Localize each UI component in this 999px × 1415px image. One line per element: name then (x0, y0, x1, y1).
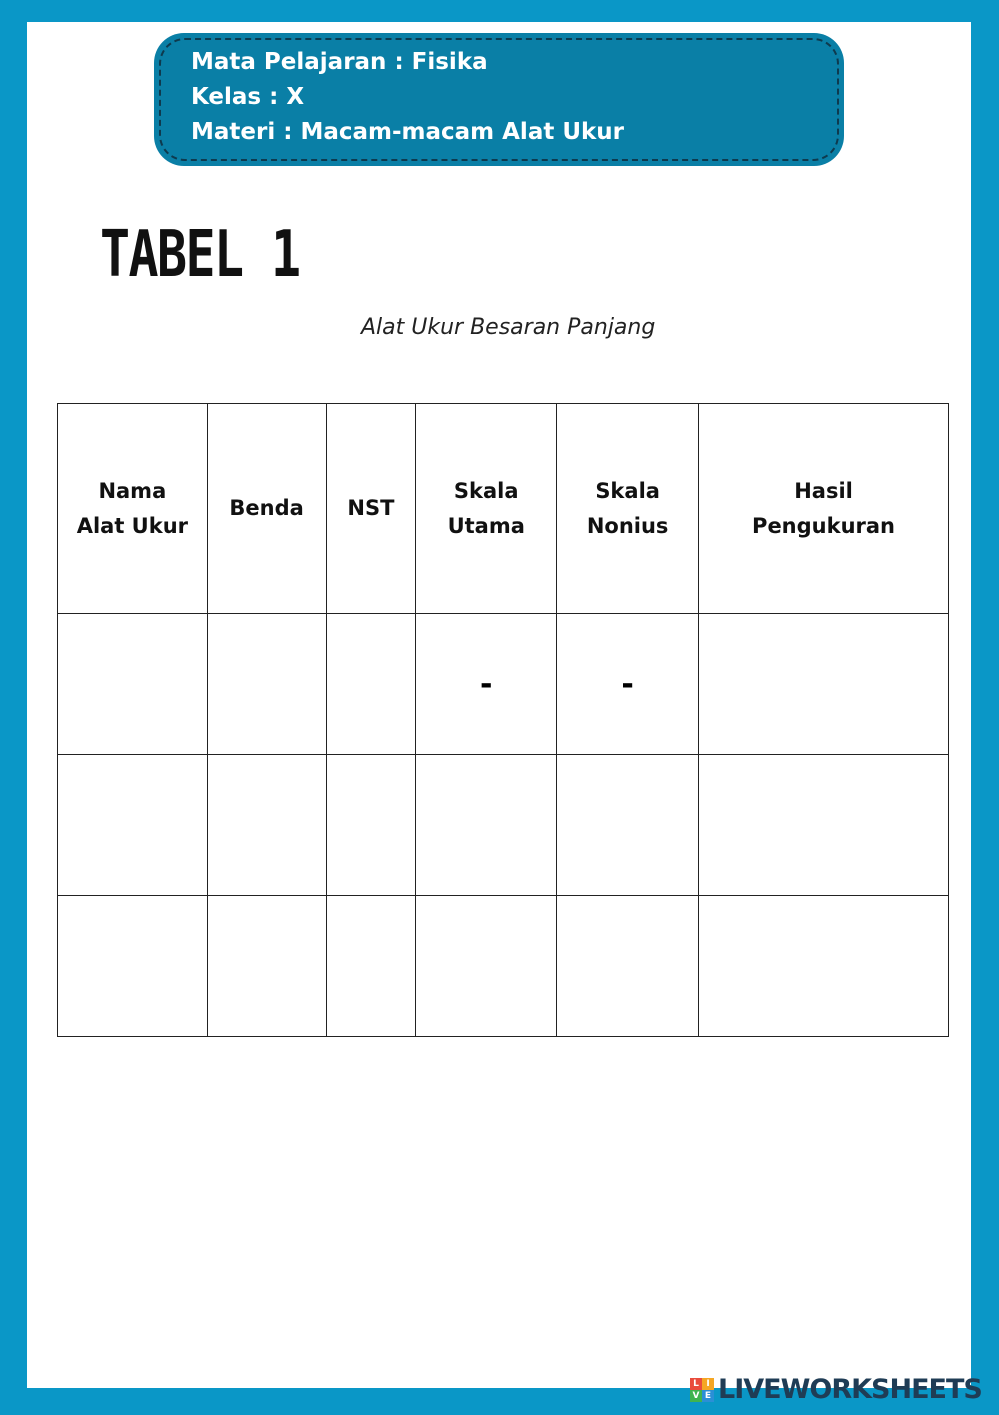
table-cell[interactable]: - (557, 614, 699, 755)
table-cell[interactable] (326, 614, 416, 755)
table-cell[interactable] (699, 614, 949, 755)
table-cell[interactable] (207, 614, 326, 755)
header-skala-nonius: Skala Nonius (557, 404, 699, 614)
table-cell[interactable] (557, 896, 699, 1037)
topic-line: Materi : Macam-macam Alat Ukur (191, 119, 625, 145)
table-cell[interactable] (416, 896, 557, 1037)
header-row (58, 404, 949, 614)
table-cell[interactable]: - (416, 614, 557, 755)
table-cell[interactable] (58, 614, 208, 755)
measurement-table (57, 403, 949, 1037)
brand-name: LIVEWORKSHEETS (718, 1374, 982, 1405)
class-line: Kelas : X (191, 84, 305, 110)
subject-info-box (154, 33, 844, 166)
table-subtitle: Alat Ukur Besaran Panjang (361, 315, 656, 340)
table-row (58, 896, 949, 1037)
header-hasil-pengukuran: Hasil Pengukuran (699, 404, 949, 614)
table-cell[interactable] (58, 896, 208, 1037)
header-skala-utama: Skala Utama (416, 404, 557, 614)
table-cell[interactable] (699, 755, 949, 896)
header-nama-alat-ukur: Nama Alat Ukur (58, 404, 208, 614)
table-cell[interactable] (326, 755, 416, 896)
table-cell[interactable] (416, 755, 557, 896)
table-cell[interactable] (326, 896, 416, 1037)
subject-line: Mata Pelajaran : Fisika (191, 49, 488, 75)
live-logo-icon: L I V E (690, 1378, 714, 1402)
table-title: TABEL 1 (100, 218, 300, 292)
table-cell[interactable] (699, 896, 949, 1037)
table-cell[interactable] (207, 896, 326, 1037)
table-row (58, 755, 949, 896)
header-benda: Benda (207, 404, 326, 614)
header-nst: NST (326, 404, 416, 614)
table-cell[interactable] (207, 755, 326, 896)
table-row (58, 614, 949, 755)
table-cell[interactable] (58, 755, 208, 896)
table-cell[interactable] (557, 755, 699, 896)
liveworksheets-logo[interactable] (690, 1374, 982, 1405)
